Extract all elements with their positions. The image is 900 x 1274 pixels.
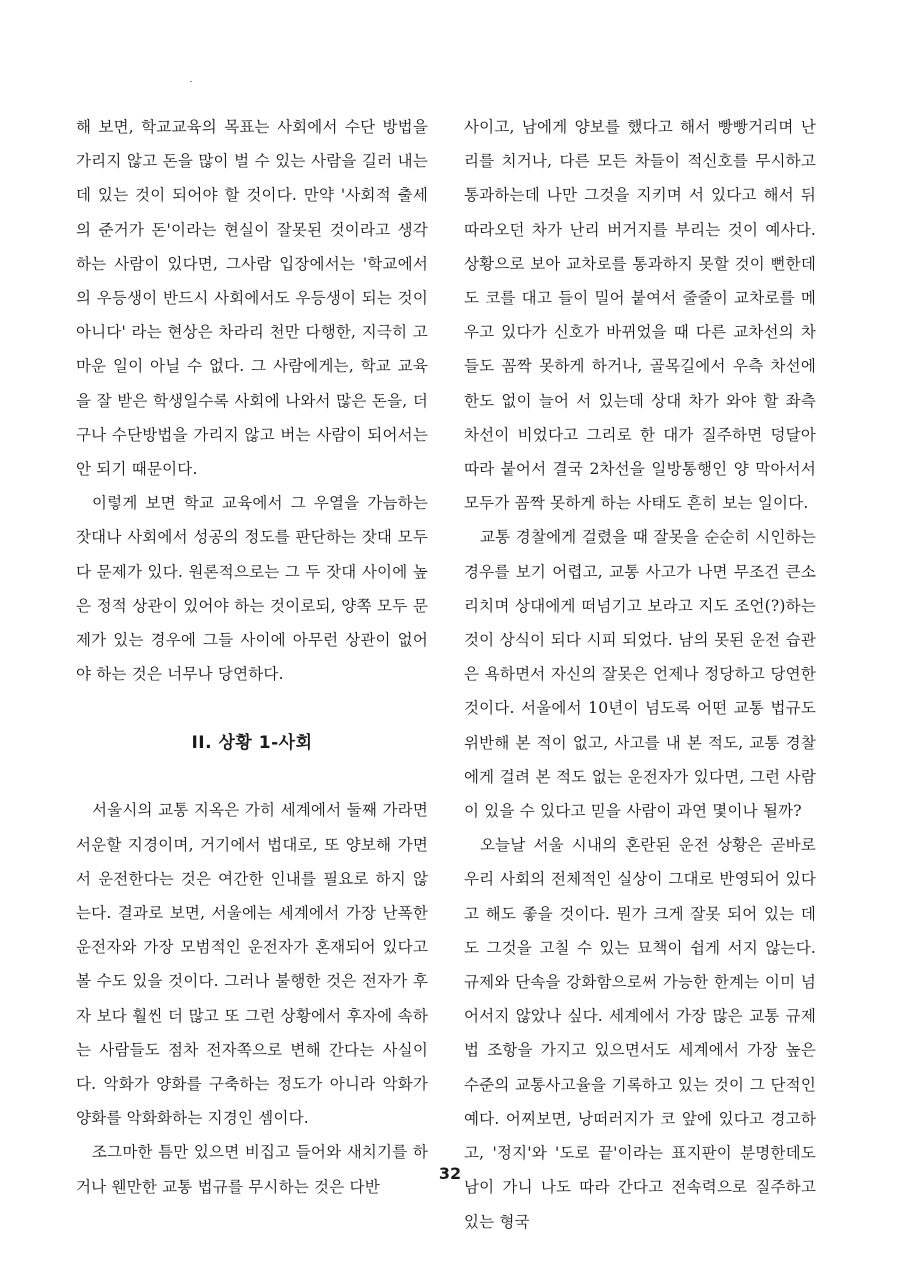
paragraph: 조그마한 틈만 있으면 비집고 들어와 새치기를 하거나 웬만한 교통 법규를 무시하는 것은 다반 <box>76 1143 428 1196</box>
paragraph: 오늘날 서울 시내의 혼란된 운전 상황은 곧바로 우리 사회의 전체적인 실상이 그대로 반영되어 있다고 해도 좋을 것이다. 뭔가 크게 잘못 되어 있는 데도 그것을 고칠 수 있는 묘책이 쉽게 서지 않는다. 규제와 단속을 강화함으로써 가능한 한계는 이미 넘어서지 않았나 싶다. 세계에서 가장 많은 교통 규제 법 조항을 가지고 있으면서도 세계에서 가장 높은 수준의 교통사고율을 기록하고 있는 것이 그 단적인 예다. 어찌보면, 낭떠러지가 코 앞에 있다고 경고하고, '정지'와 '도로 끝'이라는 표지판이 분명한데도 남이 가니 나도 따라 간다고 전속력으로 질주하고 있는 형국 <box>464 836 816 1231</box>
section-heading: II. 상황 1-사회 <box>191 733 313 754</box>
paragraph: 교통 경찰에게 걸렸을 때 잘못을 순순히 시인하는 경우를 보기 어렵고, 교통 사고가 나면 무조건 큰소리치며 상대에게 떠넘기고 보라고 지도 조언(?)하는 것이 상식이 되다 시피 되었다. 남의 못된 운전 습관은 욕하면서 자신의 잘못은 언제나 정당하고 당연한 것이다. 서울에서 10년이 넘도록 어떤 교통 법규도 위반해 본 적이 없고, 사고를 내 본 적도, 교통 경찰에게 걸려 본 적도 없는 운전자가 있다면, 그런 사람이 있을 수 있다고 믿을 사람이 과연 몇이나 될까? <box>464 528 816 821</box>
paragraph: 이렇게 보면 학교 교육에서 그 우열을 가늠하는 잣대나 사회에서 성공의 정도를 판단하는 잣대 모두 다 문제가 있다. 원론적으로는 그 두 잣대 사이에 높은 정적 상관이 있어야 하는 것이로되, 양쪽 모두 문제가 있는 경우에 그들 사이에 아무런 상관이 없어야 하는 것은 너무나 당연하다. <box>76 494 428 684</box>
page-number: 32 <box>438 1164 462 1183</box>
paragraph: 서울시의 교통 지옥은 가히 세계에서 둘째 가라면 서운할 지경이며, 거기에서 법대로, 또 양보해 가면서 운전한다는 것은 여간한 인내를 필요로 하지 않는다. 결과로 보면, 서울에는 세계에서 가장 난폭한 운전자와 가장 모범적인 운전자가 혼재되어 있다고 볼 수도 있을 것이다. 그러나 불행한 것은 전자가 후자 보다 훨씬 더 많고 또 그런 상황에서 후자에 속하는 사람들도 점차 전자쪽으로 변해 간다는 사실이다. 악화가 양화를 구축하는 정도가 아니라 악화가 양화를 악화화하는 지경인 셈이다. <box>76 801 428 1128</box>
left-column <box>76 110 428 1204</box>
paragraph: 해 보면, 학교교육의 목표는 사회에서 수단 방법을 가리지 않고 돈을 많이 벌 수 있는 사람을 길러 내는 데 있는 것이 되어야 할 것이다. 만약 '사회적 출세의 준거가 돈'이라는 현실이 잘못된 것이라고 생각하는 사람이 있다면, 그사람 입장에서는 '학교에서의 우등생이 반드시 사회에서도 우등생이 되는 것이 아니다' 라는 현상은 차라리 천만 다행한, 지극히 고마운 일이 아닐 수 없다. 그 사람에게는, 학교 교육을 잘 받은 학생일수록 사회에 나와서 많은 돈을, 더구나 수단방법을 가리지 않고 버는 사람이 되어서는 안 되기 때문이다. <box>76 118 428 479</box>
scan-speck <box>190 81 192 82</box>
right-column <box>464 110 816 1239</box>
paragraph: 사이고, 남에게 양보를 했다고 해서 빵빵거리며 난리를 치거나, 다른 모든 차들이 적신호를 무시하고 통과하는데 나만 그것을 지키며 서 있다고 해서 뒤 따라오던 차가 난리 버거지를 부리는 것이 예사다. 상황으로 보아 교차로를 통과하지 못할 것이 뻔한데도 코를 대고 들이 밀어 붙여서 줄줄이 교차로를 메우고 있다가 신호가 바뀌었을 때 다른 교차선의 차들도 꼼짝 못하게 하거나, 골목길에서 우측 차선에 한도 없이 늘어 서 있는데 상대 차가 와야 할 좌측 차선이 비었다고 그리로 한 대가 질주하면 덩달아 따라 붙어서 결국 2차선을 일방통행인 양 막아서서 모두가 꼼짝 못하게 하는 사태도 흔히 보는 일이다. <box>464 118 816 513</box>
